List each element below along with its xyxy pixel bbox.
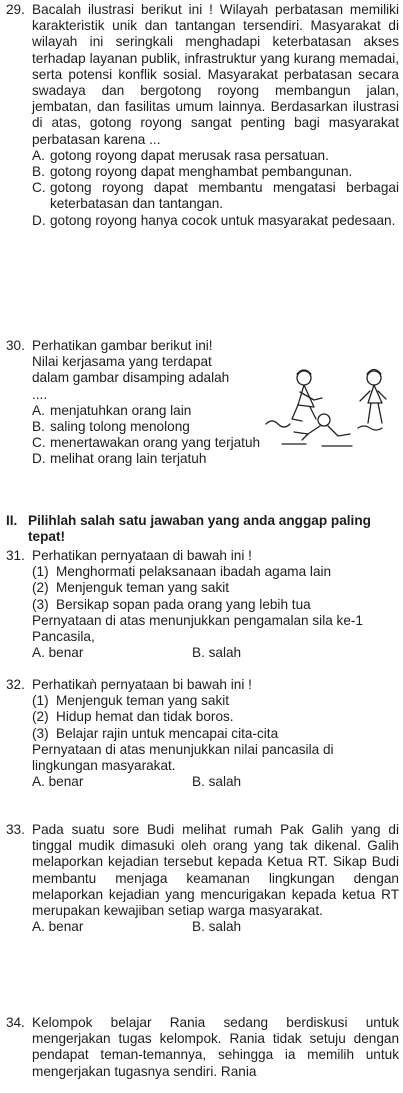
statement-item	[32, 597, 399, 613]
statement-item	[32, 726, 399, 742]
option-text: gotong royong dapat merusak rasa persatuan.	[50, 147, 329, 163]
question-number: 34.	[6, 1015, 25, 1030]
statement-text: Hidup hemat dan tidak boros.	[56, 709, 234, 725]
option-text: menjatuhkan orang lain	[50, 402, 192, 418]
question-stem: Perhatikan pernyataan di bawah ini !	[32, 548, 252, 563]
question-number: 32.	[6, 677, 25, 692]
question-number: 33.	[6, 822, 25, 837]
question-stem: Kelompok belajar Rania sedang berdiskusi untuk mengerjakan tugas kelompok. Rania tidak setuju dengan pendapat teman-temannya, sehingga ia memilih untuk mengerjakan tugasnya sendiri. Rania	[32, 1015, 399, 1079]
option-letter: B.	[32, 419, 45, 435]
section-number: II.	[6, 513, 18, 528]
answer-benar[interactable]: A. benar	[32, 774, 84, 790]
question-29	[6, 2, 399, 229]
statement-label: (3)	[32, 596, 49, 612]
statement-text: Bersikap sopan pada orang yang lebih tua	[56, 596, 311, 612]
option-letter: A.	[32, 147, 45, 163]
question-conclusion: Pernyataan di atas menunjukkan pengamalan sila ke-1 Pancasila,	[32, 612, 363, 645]
question-31	[6, 548, 399, 661]
statement-item	[32, 564, 399, 580]
answer-benar[interactable]: A. benar	[32, 919, 84, 935]
option-text: melihat orang lain terjatuh	[50, 451, 207, 467]
question-number: 31.	[6, 548, 25, 563]
option-text: gotong royong dapat membantu mengatasi berbagai keterbatasan dan tantangan.	[50, 180, 399, 212]
option-b[interactable]	[32, 164, 399, 180]
question-stem-line1: Perhatikan gambar berikut ini!	[32, 338, 213, 353]
statement-item	[32, 709, 399, 725]
statement-label: (2)	[32, 580, 49, 596]
statement-item	[32, 693, 399, 709]
question-number: 29.	[6, 2, 25, 17]
option-c[interactable]	[32, 180, 399, 212]
option-a[interactable]	[32, 148, 399, 164]
option-letter: C.	[32, 180, 46, 196]
option-letter: D.	[32, 451, 46, 467]
question-conclusion: Pernyataan di atas menunjukkan nilai pancasila di lingkungan masyarakat.	[32, 741, 334, 774]
statement-label: (1)	[32, 693, 49, 709]
option-d[interactable]	[32, 451, 399, 467]
question-stem: Perhatikaǹ pernyataan bi bawah ini !	[32, 677, 252, 692]
answer-benar[interactable]: A. benar	[32, 645, 84, 661]
statement-label: (3)	[32, 725, 49, 741]
question-stem: Bacalah ilustrasi berikut ini ! Wilayah perbatasan memiliki karakteristik unik dan tantangan tersendiri. Masyarakat di wilayah ini seringkali menghadapi keterbatasan akses terhadap layanan publik, infrastruktur yang kurang memadai, serta potensi konflik sosial. Masyarakat perbatasan secara swadaya dan bergotong royong membangun jalan, jembatan, dan fasilitas umum lainnya. Berdasarkan ilustrasi di atas, gotong royong sangat penting bagi masyarakat perbatasan karena ...	[32, 2, 399, 147]
statement-text: Belajar rajin untuk mencapai cita-cita	[56, 725, 279, 741]
option-text: menertawakan orang yang terjatuh	[50, 435, 261, 451]
answer-salah[interactable]: B. salah	[192, 645, 242, 661]
statement-item	[32, 580, 399, 596]
question-32	[6, 677, 399, 790]
question-stem: Nilai kerjasama yang terdapat dalam gambar disamping adalah ....	[32, 354, 230, 402]
question-stem: Pada suatu sore Budi melihat rumah Pak Galih yang di tinggal mudik dimasuki oleh orang yang tak dikenal. Galih melaporkan kejadian tersebut kepada Ketua RT. Sikap Budi membantu menjaga keamanan lingkungan dengan melaporkan kejadian yang mencurigakan kepada ketua RT merupakan kewajiban setiap warga masyarakat.	[32, 822, 399, 919]
question-number: 30.	[6, 338, 25, 353]
section-instruction: Pilihlah salah satu jawaban yang anda anggap paling tepat!	[28, 513, 371, 545]
option-letter: B.	[32, 164, 45, 180]
option-letter: D.	[32, 212, 46, 228]
section-2-heading	[6, 513, 399, 545]
option-letter: A.	[32, 402, 45, 418]
statement-label: (1)	[32, 564, 49, 580]
question-34	[6, 1015, 399, 1080]
children-helping-illustration	[262, 364, 398, 450]
option-d[interactable]	[32, 213, 399, 229]
option-letter: C.	[32, 435, 46, 451]
option-text: gotong royong dapat menghambat pembangunan.	[50, 164, 353, 180]
question-33	[6, 822, 399, 935]
option-text: saling tolong menolong	[50, 419, 190, 435]
answer-salah[interactable]: B. salah	[192, 919, 242, 935]
statement-text: Menghormati pelaksanaan ibadah agama lain	[56, 564, 332, 580]
option-text: gotong royong hanya cocok untuk masyarakat pedesaan.	[50, 212, 396, 228]
statement-text: Menjenguk teman yang sakit	[56, 693, 230, 709]
statement-label: (2)	[32, 709, 49, 725]
statement-text: Menjenguk teman yang sakit	[56, 580, 230, 596]
answer-salah[interactable]: B. salah	[192, 774, 242, 790]
